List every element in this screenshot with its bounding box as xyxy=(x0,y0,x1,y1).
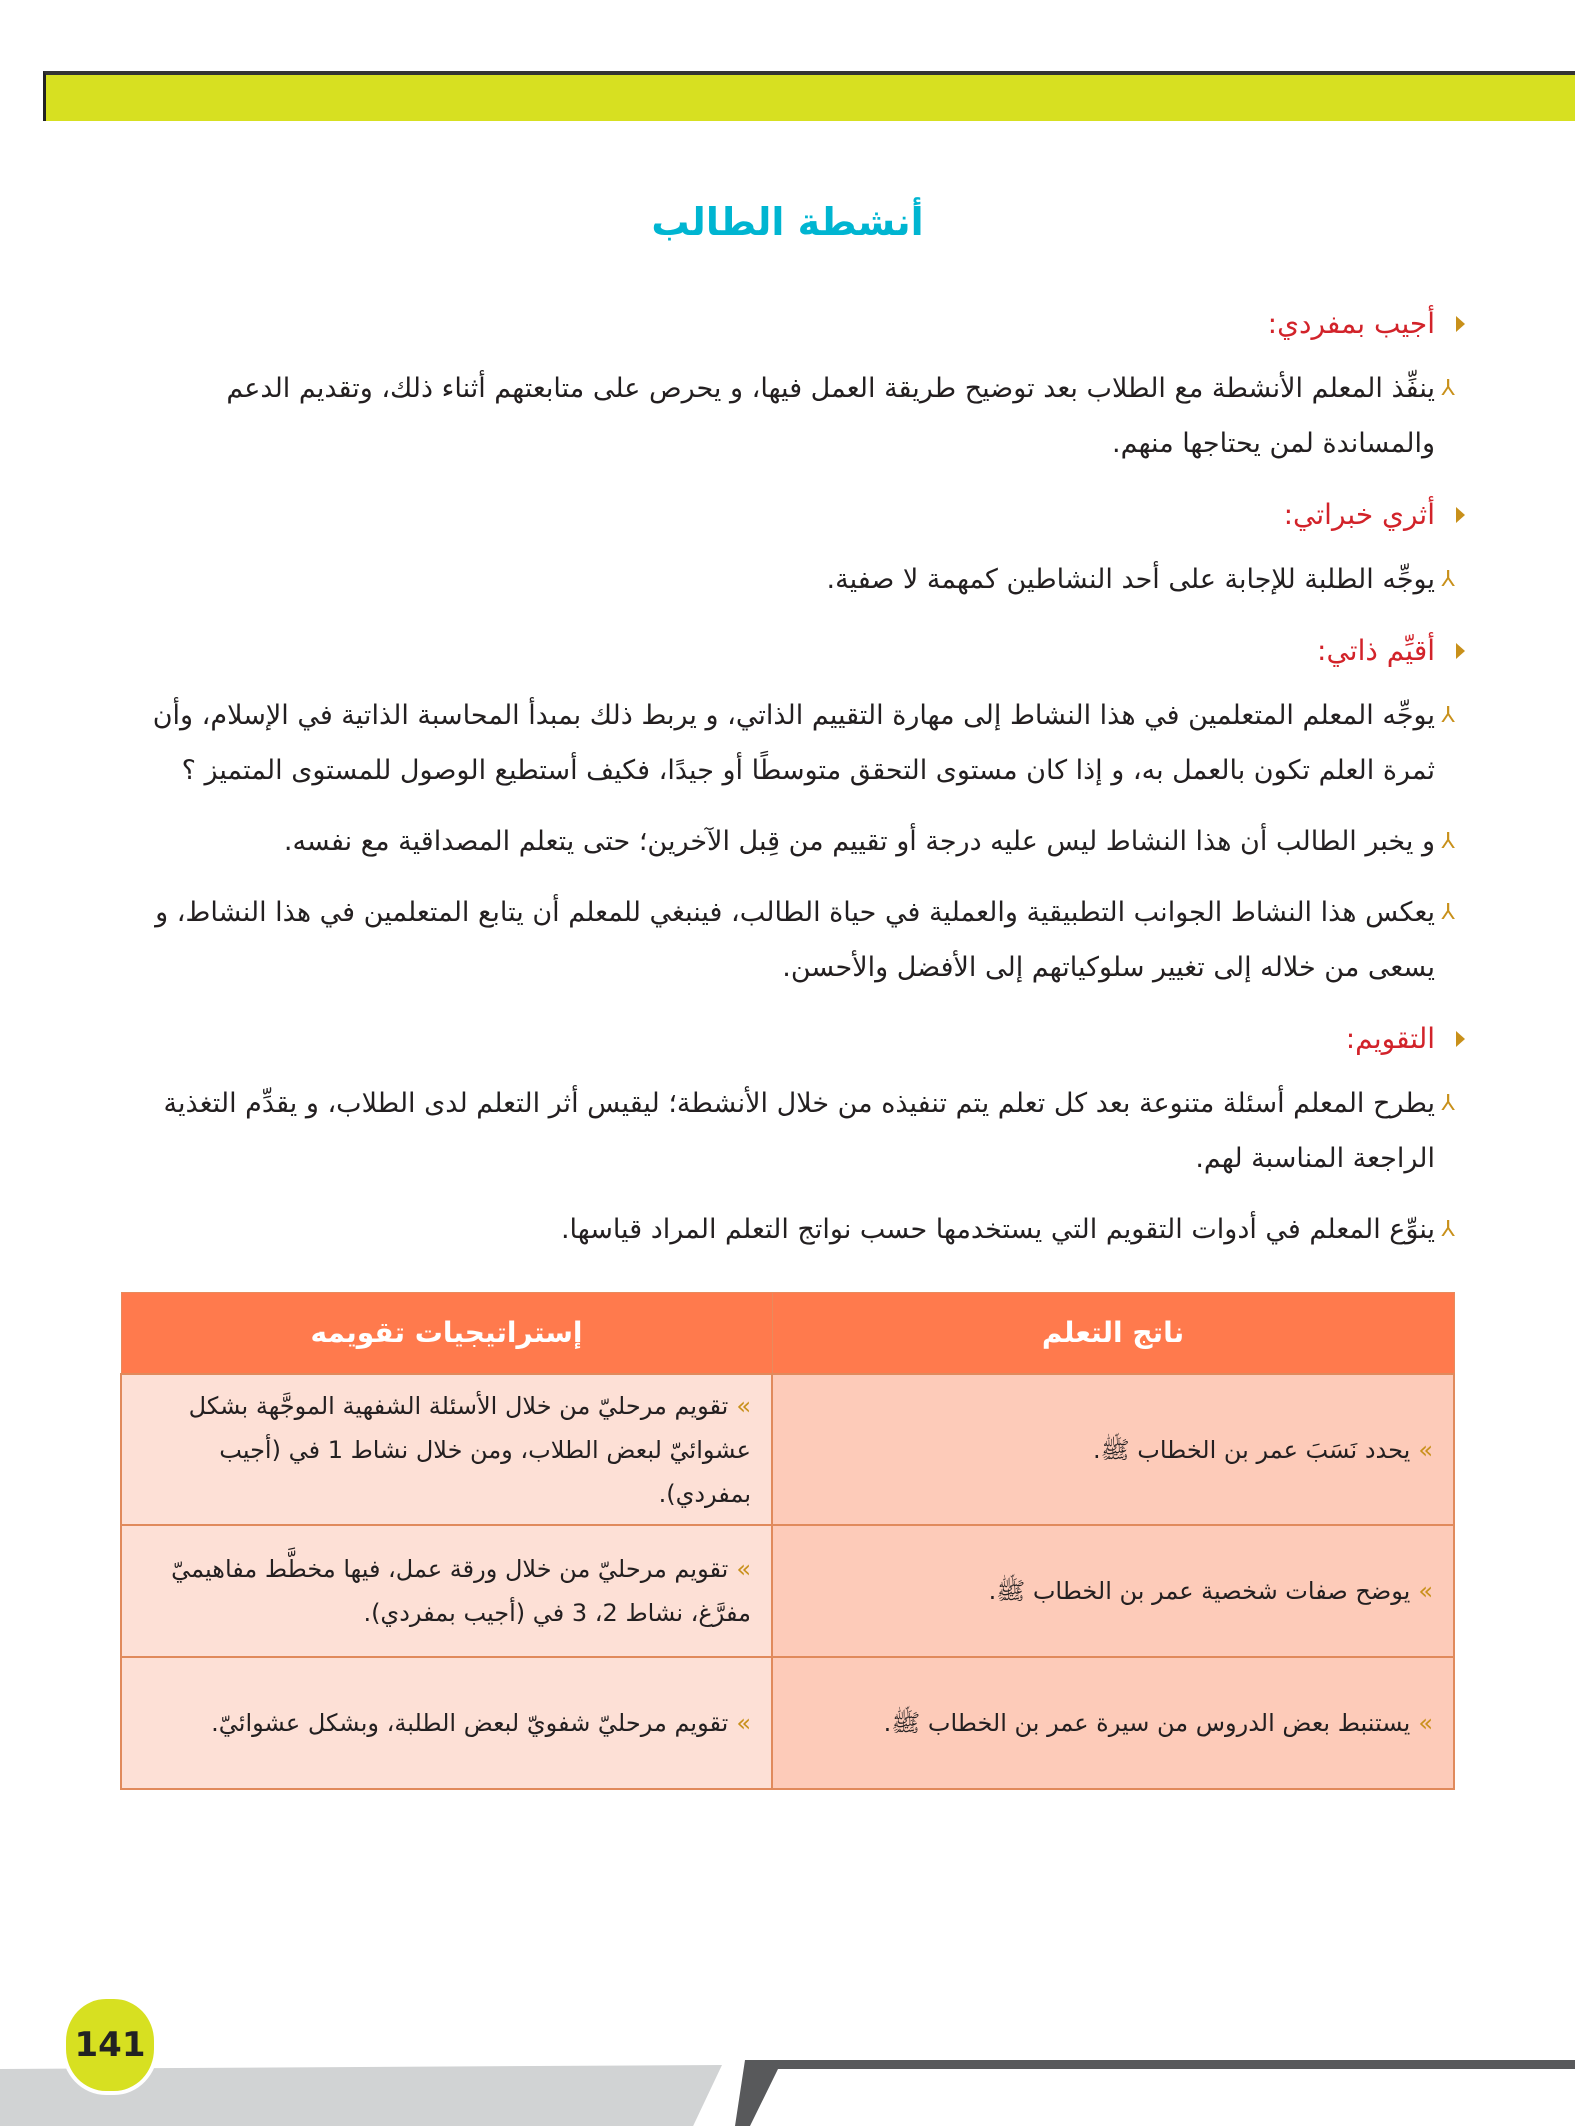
double-chevron-icon: » xyxy=(1418,1709,1433,1737)
triangle-bullet-icon xyxy=(1456,316,1465,332)
bullet-icon: ⅄ xyxy=(1441,376,1455,401)
section-athri xyxy=(118,487,1455,607)
bullet-icon: ⅄ xyxy=(1441,1217,1455,1242)
bullet-icon: ⅄ xyxy=(1441,567,1455,592)
paragraph: ⅄ ينوِّع المعلم في أدوات التقويم التي يستخدمها حسب نواتج التعلم المراد قياسها. xyxy=(118,1202,1435,1257)
section-heading: التقويم: xyxy=(1345,1022,1435,1055)
section-heading: أثري خبراتي: xyxy=(1283,498,1435,531)
triangle-bullet-icon xyxy=(1456,1031,1465,1047)
page-title: أنشطة الطالب xyxy=(651,200,924,244)
paragraph: ⅄ يطرح المعلم أسئلة متنوعة بعد كل تعلم يتم تنفيذه من خلال الأنشطة؛ ليقيس أثر التعلم لدى الطلاب، و يقدِّم التغذية الراجعة المناسبة لهم. xyxy=(118,1076,1435,1186)
paragraph: ⅄ ينفِّذ المعلم الأنشطة مع الطلاب بعد توضيح طريقة العمل فيها، و يحرص على متابعتهم أثناء ذلك، وتقديم الدعم والمساندة لمن يحتاجها منهم. xyxy=(118,361,1435,471)
section-heading: أجيب بمفردي: xyxy=(1267,307,1435,340)
content xyxy=(118,288,1455,1273)
page-number: 141 xyxy=(62,1995,158,2095)
section-heading: أقيِّم ذاتي: xyxy=(1317,634,1435,667)
paragraph: ⅄ يعكس هذا النشاط الجوانب التطبيقية والعملية في حياة الطالب، فينبغي للمعلم أن يتابع المتعلمين في هذا النشاط، و يسعى من خلاله إلى تغيير سلوكياتهم إلى الأفضل والأحسن. xyxy=(118,885,1435,995)
double-chevron-icon: » xyxy=(736,1555,751,1583)
table-row: »يستنبط بعض الدروس من سيرة عمر بن الخطاب ﷺ. »تقويم مرحليّ شفويّ لبعض الطلبة، وبشكل عشوائيّ. xyxy=(121,1657,1454,1789)
bullet-icon: ⅄ xyxy=(1441,829,1455,854)
evaluation-table xyxy=(120,1292,1455,1790)
header-outcome: ناتج التعلم xyxy=(772,1293,1454,1375)
bullet-icon: ⅄ xyxy=(1441,900,1455,925)
paragraph: ⅄ و يخبر الطالب أن هذا النشاط ليس عليه درجة أو تقييم من قِبل الآخرين؛ حتى يتعلم المصداقية مع نفسه. xyxy=(118,814,1435,869)
section-aqayyim xyxy=(118,623,1455,995)
footer-dark-stripe xyxy=(735,2060,1575,2126)
paragraph: ⅄ يوجِّه المعلم المتعلمين في هذا النشاط إلى مهارة التقييم الذاتي، و يربط ذلك بمبدأ المحاسبة الذاتية في الإسلام، وأن ثمرة العلم تكون بالعمل به، و إذا كان مستوى التحقق متوسطًا أو جيدًا، فكيف أستطيع الوصول للمستوى المتميز ؟ xyxy=(118,688,1435,798)
top-banner xyxy=(43,71,1575,121)
double-chevron-icon: » xyxy=(736,1391,751,1420)
table-header-row xyxy=(121,1293,1454,1375)
paragraph: ⅄ يوجِّه الطلبة للإجابة على أحد النشاطين كمهمة لا صفية. xyxy=(118,552,1435,607)
bullet-icon: ⅄ xyxy=(1441,1091,1455,1116)
table-row: »يحدد نَسَبَ عمر بن الخطاب ﷺ. »تقويم مرحليّ من خلال الأسئلة الشفهية الموجَّهة بشكل عشوائيّ لبعض الطلاب، ومن خلال نشاط 1 في (أجيب بمفردي). xyxy=(121,1374,1454,1525)
section-ajib xyxy=(118,296,1455,471)
triangle-bullet-icon xyxy=(1456,643,1465,659)
triangle-bullet-icon xyxy=(1456,507,1465,523)
header-strategies: إستراتيجيات تقويمه xyxy=(121,1293,772,1375)
section-taqweem xyxy=(118,1011,1455,1257)
double-chevron-icon: » xyxy=(1418,1577,1433,1605)
double-chevron-icon: » xyxy=(736,1709,751,1737)
table-row: »يوضح صفات شخصية عمر بن الخطاب ﷺ. »تقويم مرحليّ من خلال ورقة عمل، فيها مخطَّط مفاهيميّ مفرَّغ، نشاط 2، 3 في (أجيب بمفردي). xyxy=(121,1525,1454,1657)
double-chevron-icon: » xyxy=(1418,1435,1433,1464)
bullet-icon: ⅄ xyxy=(1441,703,1455,728)
